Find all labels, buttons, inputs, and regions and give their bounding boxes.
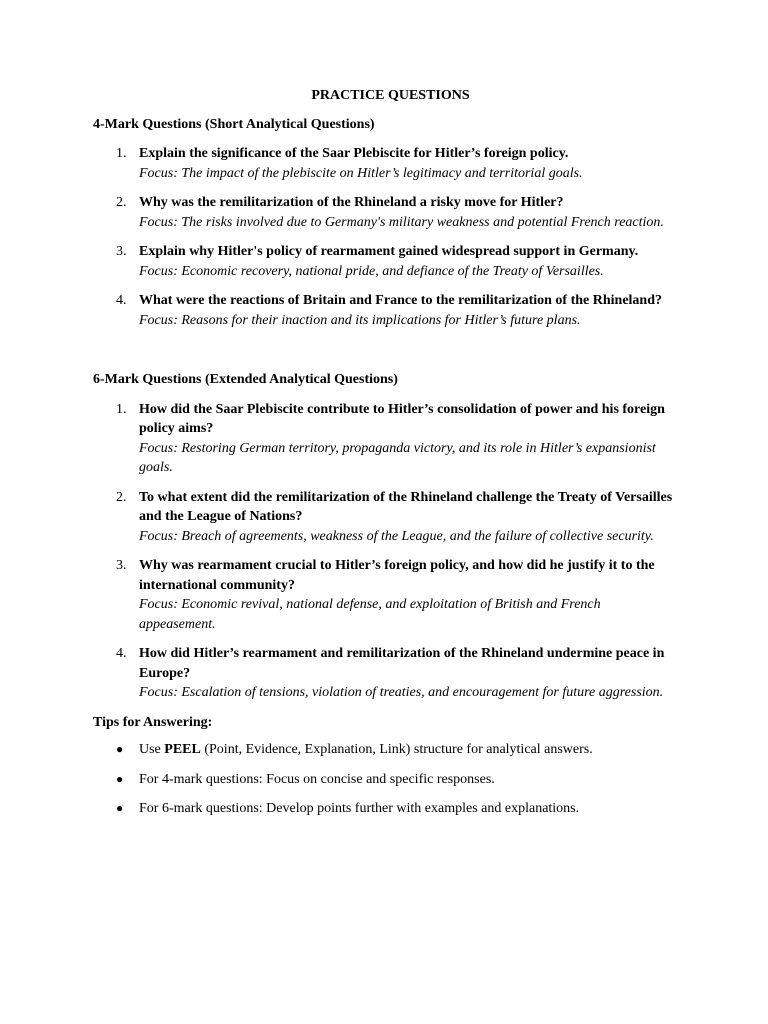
question-text: Why was the remilitarization of the Rhineland a risky move for Hitler? — [139, 195, 564, 210]
question-focus: Focus: Restoring German territory, propaganda victory, and its role in Hitler’s expansionist goals. — [139, 440, 656, 475]
four-mark-question-list — [93, 144, 676, 330]
question-focus: Focus: Escalation of tensions, violation of treaties, and encouragement for future aggression. — [139, 685, 664, 700]
question-item — [93, 556, 676, 634]
bullet-icon: ● — [116, 771, 124, 786]
question-item — [93, 291, 676, 330]
question-focus: Focus: Economic recovery, national pride, and defiance of the Treaty of Versailles. — [139, 263, 604, 279]
question-focus: Focus: Breach of agreements, weakness of the League, and the failure of collective security. — [139, 528, 654, 544]
question-item — [93, 400, 676, 478]
question-number: 2. — [116, 489, 127, 505]
section-heading-6-mark: 6-Mark Questions (Extended Analytical Questions) — [93, 372, 398, 387]
question-text: How did Hitler’s rearmament and remilitarization of the Rhineland undermine peace in Europe? — [139, 646, 665, 681]
question-number: 1. — [116, 146, 127, 161]
tip-text-bold: PEEL — [164, 742, 201, 757]
question-focus: Focus: Reasons for their inaction and its implications for Hitler’s future plans. — [139, 312, 581, 328]
question-item — [93, 242, 676, 281]
question-number: 3. — [116, 244, 127, 259]
question-text: How did the Saar Plebiscite contribute to Hitler’s consolidation of power and his foreign policy aims? — [139, 401, 665, 436]
tip-text: For 4-mark questions: Focus on concise and specific responses. — [139, 771, 495, 787]
question-text: Why was rearmament crucial to Hitler’s foreign policy, and how did he justify it to the international community? — [139, 558, 655, 593]
question-number: 4. — [116, 293, 127, 308]
four-mark-section — [93, 115, 676, 331]
question-text: Explain why Hitler's policy of rearmament gained widespread support in Germany. — [139, 244, 639, 259]
section-heading-4-mark: 4-Mark Questions (Short Analytical Questions) — [93, 116, 375, 132]
bullet-icon: ● — [116, 801, 124, 815]
bullet-icon: ● — [116, 742, 124, 756]
question-focus: Focus: The risks involved due to Germany's military weakness and potential French reaction. — [139, 214, 664, 230]
tip-text-pre: Use — [139, 742, 165, 757]
tips-section — [93, 713, 676, 819]
tip-item — [93, 799, 676, 819]
question-text: To what extent did the remilitarization of the Rhineland challenge the Treaty of Versailles and the League of Nations? — [139, 489, 673, 524]
question-number: 3. — [116, 558, 127, 573]
question-number: 1. — [116, 401, 127, 417]
question-item — [93, 193, 676, 232]
tip-item — [93, 740, 676, 760]
question-number: 4. — [116, 646, 127, 661]
question-focus: Focus: The impact of the plebiscite on Hitler’s legitimacy and territorial goals. — [139, 165, 583, 181]
tip-text: For 6-mark questions: Develop points further with examples and explanations. — [139, 801, 580, 816]
six-mark-question-list — [93, 400, 676, 703]
question-item — [93, 144, 676, 183]
question-number: 2. — [116, 195, 127, 210]
question-text: What were the reactions of Britain and France to the remilitarization of the Rhineland? — [139, 293, 662, 308]
six-mark-section — [93, 370, 676, 703]
tip-text-post: (Point, Evidence, Explanation, Link) structure for analytical answers. — [200, 742, 593, 757]
tips-list — [93, 740, 676, 819]
question-text: Explain the significance of the Saar Plebiscite for Hitler’s foreign policy. — [139, 146, 569, 161]
question-item — [93, 488, 676, 547]
question-item — [93, 644, 676, 703]
tip-item — [93, 770, 676, 790]
page-title: PRACTICE QUESTIONS — [311, 88, 470, 103]
question-focus: Focus: Economic revival, national defense, and exploitation of British and French appeasement. — [139, 597, 601, 632]
tips-heading: Tips for Answering: — [93, 714, 213, 730]
